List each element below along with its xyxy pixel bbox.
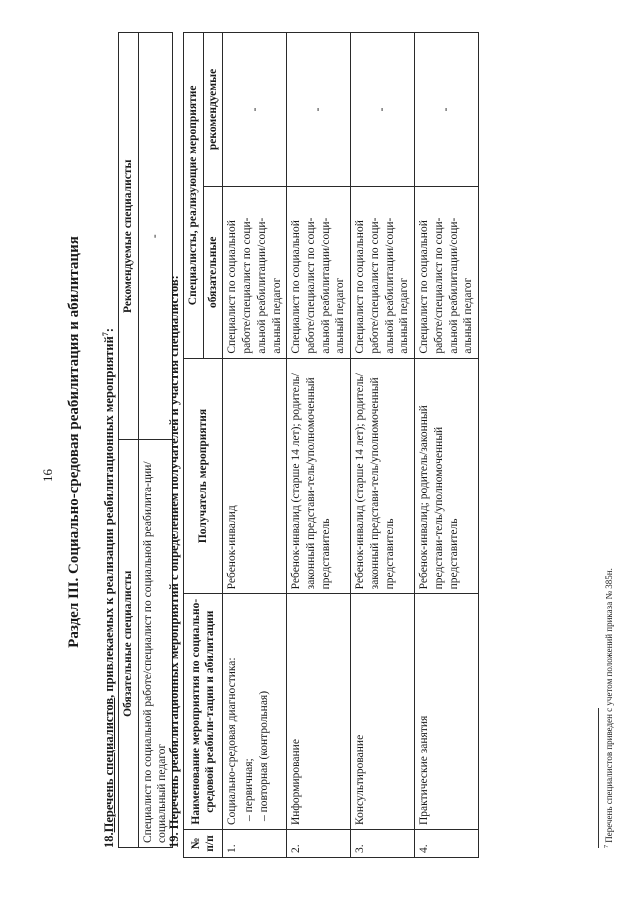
footnote-mark: 7 <box>604 845 610 848</box>
required-specialists-cell: Специалист по социальной работе/специалист по социальной реабилита-ции/социальный педагог <box>138 440 172 848</box>
section-19-title: 19. Перечень реабилитационных мероприятий с определением получателей и участия специалистов: <box>167 275 181 848</box>
table-row <box>415 33 479 858</box>
footnote <box>604 568 614 848</box>
row-number: 1. <box>223 830 287 858</box>
recommended-specialists-cell: - <box>287 33 351 187</box>
page-number: 16 <box>40 469 55 482</box>
table-row <box>351 33 415 858</box>
header-number: № п/п <box>184 830 223 858</box>
section-18-title-rest: , привлекаемых к реализации реабилитационных мероприятий <box>102 336 117 698</box>
footnote-separator <box>598 708 599 848</box>
rehabilitation-measures-table <box>183 32 479 858</box>
section-18-title <box>101 328 117 848</box>
specialists-table <box>118 32 173 848</box>
row-number: 3. <box>351 830 415 858</box>
section-18-title-underlined: Перечень специалистов <box>102 697 117 833</box>
required-specialists-cell: Специалист по социальной работе/специалист по соци-альной реабилитации/соци-альный педагог <box>415 186 479 358</box>
header-recommended-specialists: Рекомендуемые специалисты <box>119 33 139 441</box>
recipient-cell: Ребенок-инвалид (старше 14 лет); родитель/законный представи-тель/уполномоченный представитель <box>351 358 415 594</box>
header-recipient: Получатель мероприятия <box>184 358 223 594</box>
table-header-row <box>119 33 139 848</box>
measure-name-cell: Информирование <box>287 594 351 830</box>
diagnostic-types-list <box>242 598 271 825</box>
required-specialists-cell: Специалист по социальной работе/специалист по соци-альной реабилитации/соци-альный педагог <box>351 186 415 358</box>
measure-name-cell <box>223 594 287 830</box>
header-required: обязательные <box>203 186 223 358</box>
measure-name-cell: Консультирование <box>351 594 415 830</box>
footnote-reference[interactable]: 7 <box>101 332 110 337</box>
header-measure-name: Наименование мероприятия по социально-средовой реабили-тации и абилитации <box>184 594 223 830</box>
list-item: – первичная; <box>242 598 257 825</box>
row-number: 2. <box>287 830 351 858</box>
recommended-specialists-cell: - <box>415 33 479 187</box>
recipient-cell: Ребенок-инвалид <box>223 358 287 594</box>
recommended-specialists-cell: - <box>223 33 287 187</box>
recipient-cell: Ребенок-инвалид; родитель/законный представи-тель/уполномоченный представитель <box>415 358 479 594</box>
header-recommended: рекомендуемые <box>203 33 223 187</box>
required-specialists-cell: Специалист по социальной работе/специалист по соци-альной реабилитации/соци-альный педагог <box>287 186 351 358</box>
measure-name-cell: Практические занятия <box>415 594 479 830</box>
header-specialists: Специалисты, реализующие мероприятие <box>184 33 204 359</box>
section-title: Раздел III. Социально-средовая реабилитация и абилитация <box>66 236 82 648</box>
list-item: – повторная (контрольная) <box>257 598 272 825</box>
table-row <box>223 33 287 858</box>
row-number: 4. <box>415 830 479 858</box>
section-18-colon: : <box>102 328 117 333</box>
measure-name: Социально-средовая диагностика: <box>226 657 239 826</box>
recommended-specialists-cell: - <box>138 33 172 441</box>
recipient-cell: Ребенок-инвалид (старше 14 лет); родитель/законный представи-тель/уполномоченный представитель <box>287 358 351 594</box>
footnote-text: Перечень специалистов приведен с учетом положений приказа № 385н. <box>604 568 614 845</box>
recommended-specialists-cell: - <box>351 33 415 187</box>
header-required-specialists: Обязательные специалисты <box>119 440 139 848</box>
table-header-row <box>184 33 204 858</box>
table-row <box>287 33 351 858</box>
section-18-number: 18. <box>102 832 117 848</box>
required-specialists-cell: Специалист по социальной работе/специалист по соци-альной реабилитации/соци-альный педагог <box>223 186 287 358</box>
